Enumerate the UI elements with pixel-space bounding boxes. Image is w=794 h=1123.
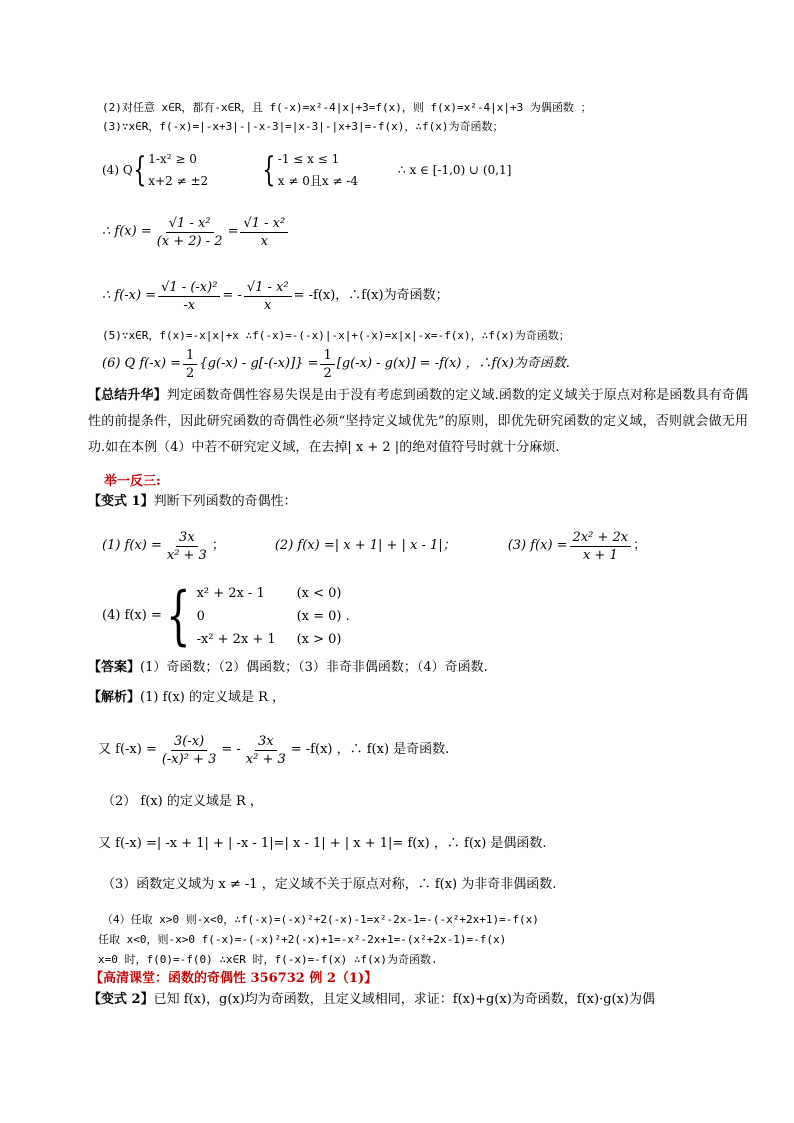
half-num: 1 [183, 348, 197, 365]
solution-line-3: (3)∵x∈R，f(-x)=|-x+3|-|-x-3|=|x-3|-|x+3|=-f(x)，∴f(x)为奇函数； [102, 120, 504, 133]
variant-2-label: 【变式 2】 [88, 992, 154, 1007]
variant-1-text: 判断下列函数的奇偶性： [153, 494, 297, 509]
left-brace: { [262, 150, 276, 190]
analysis-line-4: 又 f(-x) =| -x + 1| + | -x - 1|=| x - 1| + | x + 1|= f(x) ，∴ f(x) 是偶函数. [98, 836, 547, 851]
analysis-a2-mid: = - [221, 742, 241, 757]
fraction-3-den: -x [183, 297, 196, 313]
piecewise-cond: (x < 0) [296, 585, 342, 601]
l8-tail: [g(-x) - g(x)] = -f(x) ，∴f(x)为奇函数. [336, 356, 570, 371]
variant-2-text: 已知 f(x)，g(x)均为奇函数，且定义域相同，求证：f(x)+g(x)为奇函数，f(x)·g(x)为偶 [153, 992, 655, 1007]
summary-paragraph [88, 383, 748, 461]
analysis-line-8: x=0 时，f(0)=-f(0) ∴x∈R 时，f(-x)=-f(x) ∴f(x)为奇函数. [98, 953, 438, 966]
answer-label: 【答案】 [88, 660, 141, 675]
solution-line-8 [102, 346, 570, 382]
fraction-1-den: (x + 2) - 2 [156, 233, 223, 249]
fraction-3-num: √1 - (-x)² [158, 280, 220, 297]
l8-mid: {g(-x) - g[-(-x)]} = [199, 356, 319, 371]
hd-classroom-link[interactable]: 【高清课堂：函数的奇偶性 356732 例 2（1)】 [90, 971, 378, 986]
solution-line-7: (5)∵x∈R，f(x)=-x|x|+x ∴f(-x)=-(-x)|-x|+(-x)=x|x|-x=-f(x)，∴f(x)为奇函数； [102, 329, 570, 342]
analysis-a2-tail: = -f(x) ，∴ f(x) 是奇函数. [290, 742, 450, 757]
piecewise-row [197, 628, 350, 651]
piecewise-row [197, 582, 350, 605]
section-title: 举一反三: [104, 474, 161, 489]
variant-2-line [88, 992, 655, 1008]
analysis-fraction-1-num: 3(-x) [171, 734, 207, 751]
analysis-fraction-2 [243, 734, 289, 767]
analysis-line-2 [98, 730, 449, 770]
system-2 [278, 148, 358, 192]
system-2-row-a: -1 ≤ x ≤ 1 [277, 152, 340, 166]
l5-lhs: ∴ f(x) = [102, 224, 152, 239]
analysis-fraction-1-den: (-x)² + 3 [161, 751, 217, 767]
item-1-num: 3x [176, 530, 198, 547]
item-3-prefix: (3) f(x) = [507, 538, 568, 553]
item-3-num: 2x² + 2x [570, 530, 632, 547]
variant-1-label: 【变式 1】 [88, 494, 154, 509]
system-2-row-b: x ≠ 0且x ≠ -4 [277, 174, 359, 188]
analysis-fraction-2-den: x² + 3 [245, 751, 286, 767]
answer-text: (1）奇函数；（2）偶函数；（3）非奇非偶函数；（4）奇函数. [140, 660, 488, 675]
fraction-4 [244, 280, 292, 313]
item-2: (2) f(x) =| x + 1| + | x - 1|； [274, 538, 456, 553]
l4-prefix: (4) Q [102, 163, 133, 177]
system-1-row-b: x+2 ≠ ±2 [148, 174, 209, 188]
l5-eq: = [227, 224, 239, 239]
solution-line-2: (2)对任意 x∈R，都有-x∈R，且 f(-x)=x²-4|x|+3=f(x)，则 f(x)=x²-4|x|+3 为偶函数 ； [102, 101, 592, 114]
half-fraction-2 [320, 348, 334, 381]
piecewise-rows [197, 582, 350, 651]
fraction-4-den: x [264, 297, 272, 313]
analysis-line-5: （3）函数定义域为 x ≠ -1 ，定义域不关于原点对称，∴ f(x) 为非奇非偶函数. [102, 877, 557, 892]
item-4-prefix: (4) f(x) = [102, 608, 162, 623]
item-1-prefix: (1) f(x) = [102, 538, 162, 553]
fraction-3 [158, 280, 220, 313]
analysis-line-1 [88, 690, 285, 706]
fraction-2 [240, 216, 288, 249]
half-num: 1 [320, 348, 334, 365]
solution-line-4 [102, 146, 511, 194]
solution-line-5 [102, 212, 290, 252]
piecewise-row [197, 605, 350, 628]
domain-result: ∴ x ∈ [-1,0) ∪ (0,1] [398, 163, 512, 177]
piecewise-cond: (x > 0) [296, 631, 342, 647]
half-den: 2 [186, 365, 195, 381]
analysis-a2-prefix: 又 f(-x) = [98, 742, 157, 757]
analysis-line-6: （4）任取 x>0 则-x<0，∴f(-x)=(-x)²+2(-x)-1=x²-2x-1=-(-x²+2x+1)=-f(x) [102, 913, 539, 926]
summary-text: 判定函数奇偶性容易失误是由于没有考虑到函数的定义域.函数的定义域关于原点对称是函数具有奇偶性的前提条件，因此研究函数的奇偶性必须“坚持定义域优先”的原则，即优先研究函数的定义域，否则就会做无用功.如在本例（4）中若不研究定义域，在去掉| x + 2 |的绝对值符号时就十分麻烦. [88, 388, 748, 455]
variant-1-heading [88, 494, 297, 510]
item-1-fraction [164, 530, 210, 563]
answer-line [88, 660, 488, 676]
summary-label: 【总结升华】 [88, 388, 167, 403]
fraction-4-num: √1 - x² [244, 280, 292, 297]
analysis-line-3: （2） f(x) 的定义域是 R ， [102, 794, 263, 809]
fraction-1 [154, 216, 226, 249]
piecewise-expr: 0 [196, 608, 205, 624]
item-3-end: ； [633, 538, 647, 553]
system-1 [148, 148, 208, 192]
analysis-label: 【解析】 [88, 690, 141, 705]
piecewise-cond: (x = 0) . [296, 608, 350, 624]
item-3-fraction [570, 530, 632, 563]
l8-prefix: (6) Q f(-x) = [102, 356, 182, 371]
analysis-fraction-2-num: 3x [255, 734, 277, 751]
item-3-den: x + 1 [582, 547, 618, 563]
solution-line-6 [102, 276, 449, 316]
fraction-1-num: √1 - x² [166, 216, 214, 233]
item-1-den: x² + 3 [166, 547, 207, 563]
analysis-a1: (1) f(x) 的定义域是 R ， [140, 690, 286, 705]
l6-tail: = -f(x)，∴f(x)为奇函数； [293, 288, 449, 303]
l6-mid: = - [222, 288, 242, 303]
analysis-line-7: 任取 x<0，则-x>0 f(-x)=-(-x)²+2(-x)+1=-x²-2x+1=-(x²+2x-1)=-f(x) [98, 933, 507, 946]
half-fraction-1 [183, 348, 197, 381]
analysis-fraction-1 [159, 734, 220, 767]
l6-lhs: ∴ f(-x) = [102, 288, 157, 303]
variant-1-item-4 [102, 580, 350, 652]
fraction-2-den: x [260, 233, 269, 249]
fraction-2-num: √1 - x² [240, 216, 288, 233]
left-brace: { [132, 150, 146, 190]
half-den: 2 [323, 365, 332, 381]
system-1-row-a: 1-x² ≥ 0 [148, 152, 197, 166]
piecewise-expr: -x² + 2x + 1 [196, 631, 276, 647]
piecewise-expr: x² + 2x - 1 [196, 585, 265, 601]
piecewise-brace: { [166, 579, 191, 653]
item-1-end: ； [211, 538, 225, 553]
variant-1-items [102, 526, 646, 566]
